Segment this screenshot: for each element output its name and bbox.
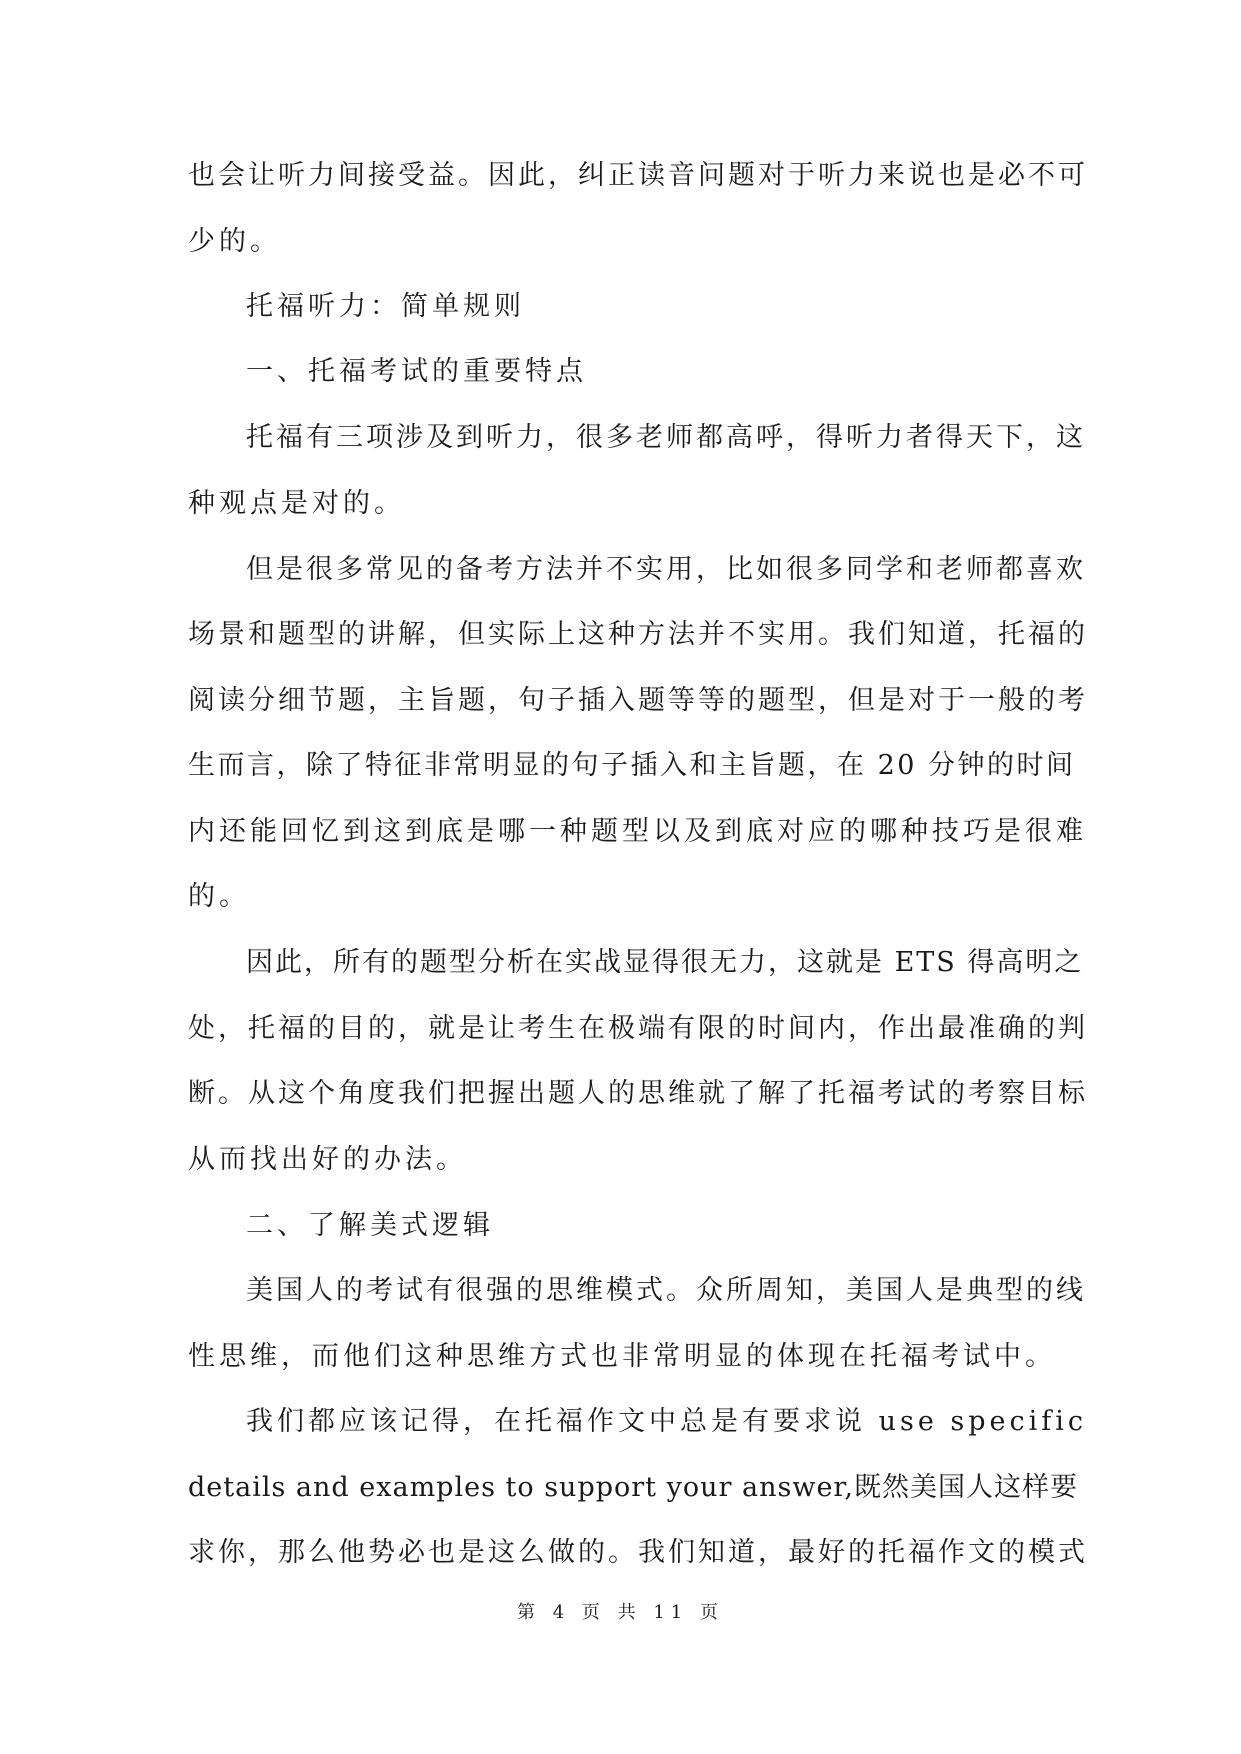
- text-line: details and examples to support your answer,既然美国人这样要: [188, 1472, 1078, 1503]
- text-line: 种观点是对的。: [188, 488, 405, 519]
- text-line: 少的。: [188, 226, 281, 257]
- text-line: 因此，所有的题型分析在实战显得很无力，这就是 ETS 得高明之: [246, 947, 1084, 978]
- text-line: 断。从这个角度我们把握出题人的思维就了解了托福考试的考察目标: [188, 1078, 1088, 1109]
- page-number-footer: 第 4 页 共 11 页: [517, 1602, 724, 1623]
- text-line: 内还能回忆到这到底是哪一种题型以及到底对应的哪种技巧是很难: [188, 816, 1087, 847]
- text-line: 生而言，除了特征非常明显的句子插入和主旨题，在 20 分钟的时间: [188, 750, 1076, 781]
- section-heading: 二、了解美式逻辑: [246, 1210, 494, 1241]
- text-line: 阅读分细节题，主旨题，句子插入题等等的题型，但是对于一般的考: [188, 685, 1088, 716]
- section-heading: 托福听力：简单规则: [246, 291, 525, 322]
- text-line: 从而找出好的办法。: [188, 1144, 467, 1175]
- text-line: 求你，那么他势必也是这么做的。我们知道，最好的托福作文的模式: [188, 1537, 1088, 1568]
- text-line: 也会让听力间接受益。因此，纠正读音问题对于听力来说也是必不可: [188, 160, 1088, 191]
- text-line: 场景和题型的讲解，但实际上这种方法并不实用。我们知道，托福的: [188, 619, 1088, 650]
- text-line: 美国人的考试有很强的思维模式。众所周知，美国人是典型的线: [246, 1275, 1086, 1306]
- text-line: 我们都应该记得，在托福作文中总是有要求说 use specific: [246, 1406, 1088, 1437]
- text-line: 性思维，而他们这种思维方式也非常明显的体现在托福考试中。: [188, 1341, 1056, 1372]
- text-line: 的。: [188, 881, 250, 912]
- section-heading: 一、托福考试的重要特点: [246, 356, 587, 387]
- text-line: 处，托福的目的，就是让考生在极端有限的时间内，作出最准确的判: [188, 1013, 1088, 1044]
- text-line: 托福有三项涉及到听力，很多老师都高呼，得听力者得天下，这: [246, 422, 1086, 453]
- text-line: 但是很多常见的备考方法并不实用，比如很多同学和老师都喜欢: [246, 554, 1086, 585]
